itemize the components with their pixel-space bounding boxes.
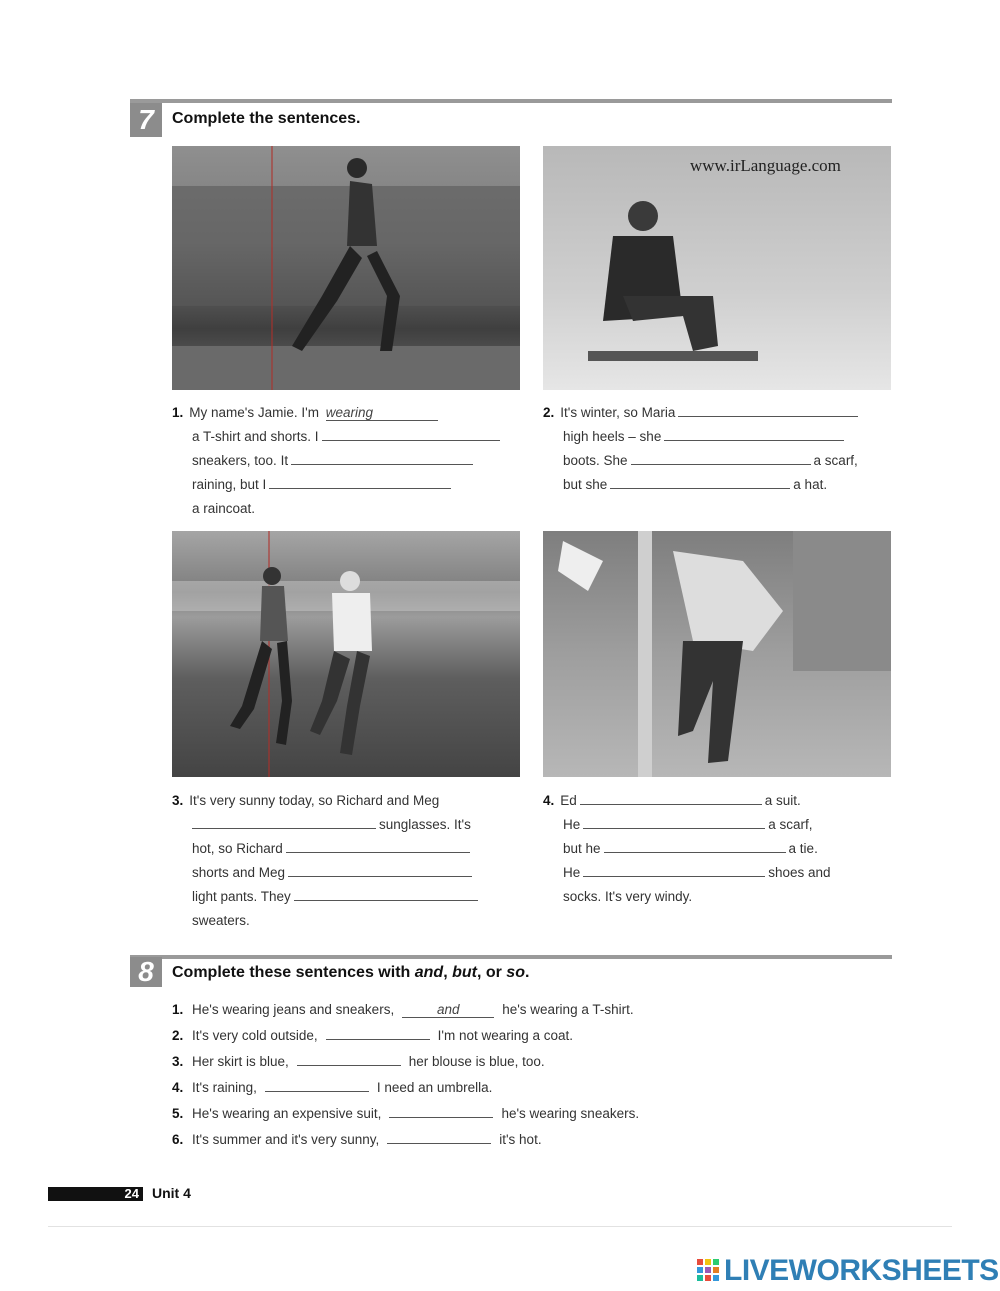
photo-man-windy-graphic: [543, 531, 891, 777]
exercise-4-line-4b: shoes and: [768, 865, 831, 880]
exercise-2-blank-2[interactable]: [664, 426, 844, 441]
exercise-3: [172, 789, 481, 933]
item-answer-blank[interactable]: [389, 1103, 493, 1118]
exercise-4-number: 4.: [543, 793, 555, 808]
exercise-3-line-2: sunglasses. It's: [379, 817, 471, 832]
watermark-text: www.irLanguage.com: [690, 156, 841, 175]
exercise-1-line-3a: sneakers, too.: [192, 453, 277, 468]
exercise-2-number: 2.: [543, 405, 555, 420]
exercise-4-line-4a: He: [563, 865, 581, 880]
exercise-3-blank-3[interactable]: [288, 862, 472, 877]
item-answer-blank[interactable]: [326, 1025, 430, 1040]
exercise-4-line-1a: Ed: [560, 793, 577, 808]
section-8-item-2: [172, 1023, 573, 1049]
item-answer-blank[interactable]: and: [402, 1003, 494, 1018]
photo-beach-joggers: [172, 531, 520, 777]
exercise-1-line-2: a T-shirt and shorts. I: [192, 429, 319, 444]
photo-runner-rain: [172, 146, 520, 390]
exercise-3-line-4: shorts and Meg: [192, 865, 286, 880]
section-8-title-so: so: [506, 964, 525, 981]
item-number: 5.: [172, 1106, 184, 1121]
item-text-after: I need an umbrella.: [376, 1080, 493, 1095]
section-8-title-comma-2: , or: [476, 964, 507, 981]
exercise-3-line-6: sweaters.: [192, 913, 250, 928]
exercise-2-blank-1[interactable]: [678, 402, 858, 417]
item-text-before: It's raining,: [192, 1080, 257, 1095]
exercise-1: [172, 401, 503, 521]
section-8-item-3: [172, 1049, 545, 1075]
exercise-3-line-1: It's very sunny today, so Richard and Meg: [189, 793, 440, 808]
exercise-1-blank-4[interactable]: [269, 474, 451, 489]
item-text-after: he's wearing sneakers.: [501, 1106, 640, 1121]
item-number: 6.: [172, 1132, 184, 1147]
exercise-2-line-3a: boots. She: [563, 453, 628, 468]
exercise-2-blank-3[interactable]: [631, 450, 811, 465]
section-8-item-6: [172, 1127, 542, 1153]
section-8-title-but: but: [452, 964, 477, 981]
exercise-4-blank-2[interactable]: [583, 814, 765, 829]
section-7-title: Complete the sentences.: [172, 110, 361, 127]
photo-runner-rain-graphic: [172, 146, 520, 390]
item-text-after: I'm not wearing a coat.: [437, 1028, 574, 1043]
item-text-before: Her skirt is blue,: [192, 1054, 289, 1069]
section-8-item-5: [172, 1101, 639, 1127]
exercise-3-line-3: hot, so Richard: [192, 841, 283, 856]
exercise-1-blank-2[interactable]: [322, 426, 500, 441]
item-text-before: It's summer and it's very sunny,: [192, 1132, 380, 1147]
item-number: 4.: [172, 1080, 184, 1095]
photo-beach-joggers-graphic: [172, 531, 520, 777]
exercise-3-blank-2[interactable]: [286, 838, 470, 853]
exercise-4-line-2b: a scarf,: [768, 817, 813, 832]
item-number: 1.: [172, 1002, 184, 1017]
liveworksheets-logo-icon: [697, 1259, 719, 1281]
exercise-4: [543, 789, 831, 909]
exercise-3-number: 3.: [172, 793, 184, 808]
exercise-1-blank-3[interactable]: [291, 450, 473, 465]
section-8-title-text: Complete these sentences with: [172, 964, 415, 981]
exercise-4-line-1b: a suit.: [764, 793, 801, 808]
unit-label: Unit 4: [152, 1185, 191, 1201]
exercise-1-line-3b: It: [280, 453, 289, 468]
item-answer-blank[interactable]: [387, 1129, 491, 1144]
exercise-1-line-4: raining, but I: [192, 477, 267, 492]
exercise-1-blank-1[interactable]: wearing: [326, 406, 438, 421]
item-number: 3.: [172, 1054, 184, 1069]
exercise-2-line-4b: a hat.: [793, 477, 828, 492]
section-8-number: 8: [130, 957, 162, 987]
exercise-3-blank-4[interactable]: [294, 886, 478, 901]
item-text-after: her blouse is blue, too.: [408, 1054, 545, 1069]
exercise-2-line-4a: but she: [563, 477, 608, 492]
exercise-2-line-1: It's winter, so Maria: [560, 405, 676, 420]
exercise-4-line-5: socks. It's very windy.: [563, 889, 693, 904]
exercise-4-blank-3[interactable]: [604, 838, 786, 853]
item-text-after: he's wearing a T-shirt.: [502, 1002, 634, 1017]
section-8-item-4: [172, 1075, 492, 1101]
exercise-4-line-2a: He: [563, 817, 581, 832]
item-text-before: He's wearing jeans and sneakers,: [192, 1002, 395, 1017]
photo-woman-snow: [543, 146, 891, 390]
exercise-1-line-5: a raincoat.: [192, 501, 256, 516]
item-text-before: He's wearing an expensive suit,: [192, 1106, 382, 1121]
exercise-2: [543, 401, 861, 497]
section-7-number: 7: [130, 103, 162, 137]
section-7-rule: [130, 99, 892, 103]
exercise-4-line-3a: but he: [563, 841, 601, 856]
item-text-before: It's very cold outside,: [192, 1028, 318, 1043]
section-8-title: [172, 964, 529, 982]
footer-divider: [48, 1226, 952, 1227]
exercise-2-line-2: high heels – she: [563, 429, 662, 444]
photo-woman-snow-graphic: [543, 146, 891, 390]
exercise-1-line-1: My name's Jamie. I'm: [189, 405, 319, 420]
section-8-title-and: and: [414, 964, 444, 981]
section-8-rule: [130, 955, 892, 959]
item-answer-blank[interactable]: [297, 1051, 401, 1066]
exercise-3-line-5: light pants. They: [192, 889, 291, 904]
item-number: 2.: [172, 1028, 184, 1043]
liveworksheets-brand[interactable]: LIVEWORKSHEETS: [724, 1254, 999, 1287]
item-text-after: it's hot.: [499, 1132, 542, 1147]
exercise-4-blank-4[interactable]: [583, 862, 765, 877]
exercise-2-blank-4[interactable]: [610, 474, 790, 489]
exercise-4-blank-1[interactable]: [580, 790, 762, 805]
section-8-title-comma-1: ,: [443, 964, 453, 981]
section-8-title-end: .: [524, 964, 530, 981]
exercise-2-line-3b: a scarf,: [813, 453, 858, 468]
photo-man-windy: [543, 531, 891, 777]
exercise-4-line-3b: a tie.: [788, 841, 818, 856]
page-number: 24: [48, 1187, 143, 1201]
exercise-3-blank-1[interactable]: [192, 814, 376, 829]
exercise-1-number: 1.: [172, 405, 184, 420]
section-8-item-1: [172, 997, 634, 1023]
item-answer-blank[interactable]: [265, 1077, 369, 1092]
